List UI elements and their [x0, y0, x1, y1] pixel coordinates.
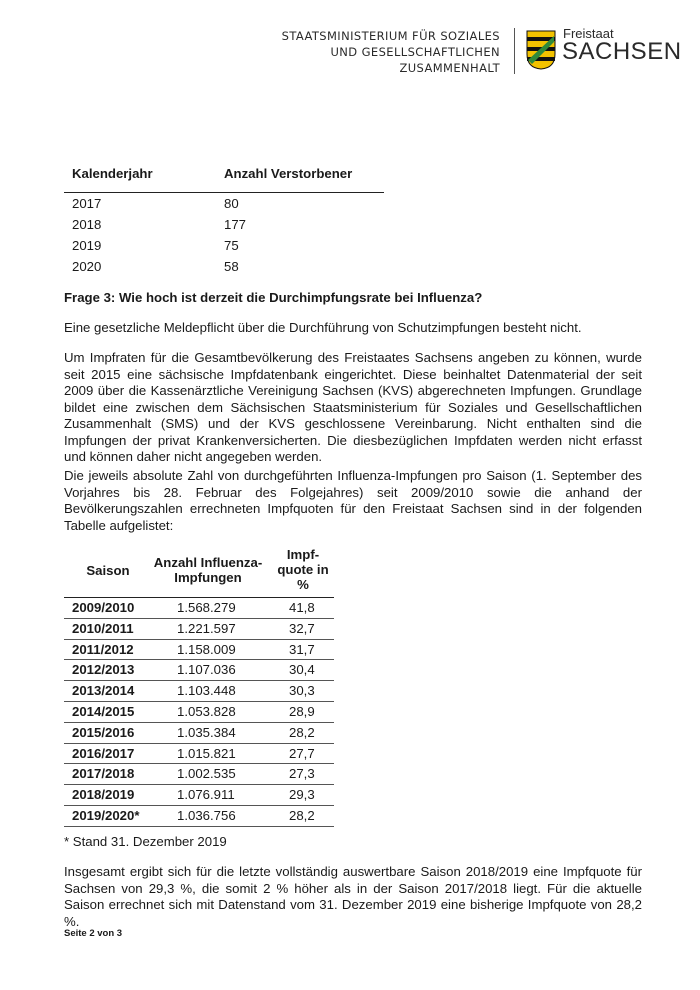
ministry-line-2: UND GESELLSCHAFTLICHEN — [330, 45, 500, 59]
ministry-line-3: ZUSAMMENHALT — [399, 61, 500, 75]
table-row — [64, 619, 334, 640]
table-row — [64, 235, 384, 256]
season-cell: 2012/2013 — [72, 662, 135, 678]
table-row — [64, 681, 334, 702]
count-cell: 80 — [224, 196, 239, 211]
season-cell: 2015/2016 — [72, 724, 135, 740]
year-cell: 2019 — [72, 238, 102, 253]
count-cell: 1.035.384 — [177, 724, 236, 740]
season-cell: 2017/2018 — [72, 766, 135, 782]
table-row — [64, 806, 334, 827]
paragraph-table-intro: Die jeweils absolute Zahl von durchgeführten Influenza-Impfungen pro Saison (1. September des Vorjahres bis 28. Februar des Folgejahres) seit 2009/2010 sowie die anhand der Bevölkerungszahlen errechneten Impfquoten für den Freistaat Sachsen sind in der folgenden Tabelle aufgelistet: — [64, 468, 642, 533]
count-cell: 1.103.448 — [177, 683, 236, 699]
season-cell: 2011/2012 — [72, 641, 134, 657]
quote-cell: 30,4 — [289, 662, 315, 678]
table-row — [64, 785, 334, 806]
season-cell: 2018/2019 — [72, 787, 135, 803]
col-quote-label-2: quote in — [277, 562, 329, 577]
count-cell: 1.036.756 — [177, 807, 236, 823]
table-row — [64, 723, 334, 744]
count-cell: 1.568.279 — [177, 600, 236, 615]
quote-cell: 31,7 — [289, 641, 315, 657]
year-cell: 2018 — [72, 217, 102, 232]
season-cell: 2009/2010 — [72, 600, 135, 615]
col-quote-label-3: % — [297, 577, 309, 592]
count-cell: 177 — [224, 217, 247, 232]
count-cell: 1.015.821 — [177, 745, 236, 761]
letterhead — [0, 26, 700, 86]
brand-freistaat: Freistaat — [563, 26, 614, 41]
col-quote-header — [272, 547, 334, 592]
quote-cell: 27,7 — [289, 745, 315, 761]
table-row — [64, 256, 384, 277]
question-heading: Frage 3: Wie hoch ist derzeit die Durchimpfungsrate bei Influenza? — [64, 290, 483, 305]
paragraph-vaccination-database: Um Impfraten für die Gesamtbevölkerung des Freistaates Sachsens angeben zu können, wurde seit 2015 eine sächsische Impfdatenbank eingerichtet. Diese beinhaltet Datenmaterial der seit 2009 über die Kassenärztliche Vereinigung Sachsen (KVS) abgerechneten Impfungen. Grundlage bildet eine zwischen dem Sächsischen Staatsministerium für Soziales und Gesellschaftlichen Zusammenhalt (SMS) und der KVS geschlossene Vereinbarung. Nicht enthalten sind die Impfungen der privat Krankenversicherten. Die diesbezüglichen Impfdaten werden nicht erfasst und können daher nicht angegeben werden. — [64, 350, 642, 464]
season-cell: 2016/2017 — [72, 745, 135, 761]
deaths-table-header — [64, 164, 384, 193]
footnote: * Stand 31. Dezember 2019 — [64, 834, 227, 849]
quote-cell: 29,3 — [289, 787, 315, 803]
brand-sachsen: SACHSEN — [562, 38, 682, 65]
page-number: Seite 2 von 3 — [64, 928, 123, 939]
table-row — [64, 744, 334, 765]
ministry-name — [282, 28, 500, 76]
quote-cell: 27,3 — [289, 766, 315, 782]
col-count-header — [146, 555, 270, 585]
quote-cell: 32,7 — [289, 620, 315, 636]
header-divider — [514, 28, 515, 74]
quote-cell: 41,8 — [289, 600, 315, 615]
table-row — [64, 702, 334, 723]
season-cell: 2010/2011 — [72, 620, 134, 636]
year-cell: 2017 — [72, 196, 102, 211]
count-cell: 1.002.535 — [177, 766, 236, 782]
col-season-header — [64, 563, 152, 578]
col-quote-label-1: Impf- — [286, 547, 320, 562]
season-cell: 2014/2015 — [72, 703, 135, 719]
quote-cell: 28,9 — [289, 703, 315, 719]
deaths-table — [64, 164, 384, 277]
paragraph-summary: Insgesamt ergibt sich für die letzte vollständig auswertbare Saison 2018/2019 eine Impfquote für Sachsen von 29,3 %, die somit 2 % höher als in der Saison 2017/2018 liegt. Für die aktuelle Saison errechnet sich mit Datenstand vom 31. Dezember 2019 eine bisherige Impfquote von 28,2 %. — [64, 864, 642, 929]
count-cell: 1.158.009 — [177, 641, 236, 657]
ministry-line-1: STAATSMINISTERIUM FÜR SOZIALES — [281, 29, 500, 43]
count-cell: 75 — [224, 238, 239, 253]
year-cell: 2020 — [72, 259, 102, 274]
quote-cell: 30,3 — [289, 683, 315, 699]
count-cell: 1.076.911 — [177, 787, 235, 803]
table-row — [64, 640, 334, 661]
count-cell: 1.221.597 — [177, 620, 236, 636]
quote-cell: 28,2 — [289, 724, 315, 740]
col-count-header: Anzahl Verstorbener — [224, 166, 353, 181]
season-cell: 2019/2020* — [72, 807, 140, 823]
paragraph-reporting-duty: Eine gesetzliche Meldepflicht über die Durchführung von Schutzimpfungen besteht nicht. — [64, 320, 582, 335]
col-count-label-2: Impfungen — [174, 570, 242, 585]
vaccination-table — [64, 545, 334, 827]
saxony-crest-icon — [526, 30, 556, 70]
col-year-header: Kalenderjahr — [72, 166, 153, 181]
col-season-label: Saison — [86, 563, 130, 578]
count-cell: 1.107.036 — [177, 662, 236, 678]
table-row — [64, 598, 334, 619]
season-cell: 2013/2014 — [72, 683, 135, 699]
quote-cell: 28,2 — [289, 807, 315, 823]
col-count-label-1: Anzahl Influenza- — [153, 555, 263, 570]
vaccination-table-header — [64, 545, 334, 598]
table-row — [64, 660, 334, 681]
table-row — [64, 214, 384, 235]
table-row — [64, 193, 384, 214]
count-cell: 1.053.828 — [177, 703, 236, 719]
table-row — [64, 764, 334, 785]
count-cell: 58 — [224, 259, 239, 274]
